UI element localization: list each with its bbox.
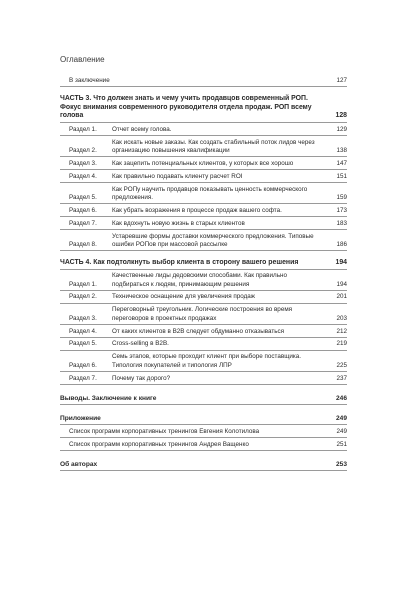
toc-entry-page-number: 186 — [336, 240, 347, 248]
toc-entry — [60, 172, 347, 183]
toc-entry — [60, 460, 347, 471]
toc-entry — [60, 94, 347, 123]
toc-entry-page-number: 129 — [336, 125, 347, 133]
toc-entry-title: Переговорный треугольник. Логические построения во время переговоров в проектных продажах — [112, 306, 293, 322]
toc-entry — [60, 352, 347, 372]
toc-entry-page-number: 194 — [335, 259, 347, 267]
toc-entry — [60, 159, 347, 170]
toc-entry-label: Раздел 5. — [69, 340, 97, 348]
toc-entry-label: Раздел 8. — [69, 240, 97, 248]
toc-entry — [60, 305, 347, 325]
toc-entry-label: Раздел 2. — [69, 293, 97, 301]
toc-entry-title: В заключение — [69, 77, 110, 84]
toc-entry — [60, 206, 347, 217]
running-head: Оглавление — [60, 55, 105, 64]
toc-entry-title: Как РОПу научить продавцов показывать ценность коммерческого предложения. — [112, 185, 308, 201]
toc-entry-label: Раздел 7. — [69, 374, 97, 382]
toc-entry-page-number: 237 — [336, 374, 347, 382]
toc-entry — [60, 339, 347, 350]
table-of-contents — [60, 76, 347, 473]
toc-entry-page-number: 249 — [335, 415, 347, 423]
toc-entry — [60, 414, 347, 425]
toc-entry-page-number: 159 — [336, 193, 347, 201]
toc-entry — [60, 427, 347, 438]
toc-entry — [60, 258, 347, 270]
toc-entry-label: Раздел 5. — [69, 193, 97, 201]
toc-entry-title: Качественные лиды дедовскими способами. Как правильно подбираться к людям, принимающим решения — [112, 272, 287, 288]
toc-entry-page-number: 203 — [336, 314, 347, 322]
toc-entry-page-number: 147 — [336, 159, 347, 167]
toc-entry-title: ЧАСТЬ 3. Что должен знать и чему учить продавцов современный РОП. Фокус внимания современного руководителя отдела продаж. РОП всему голова — [60, 95, 312, 120]
toc-entry-title: Семь этапов, которые проходит клиент при выборе поставщика. Типология покупателей и типология ЛПР — [112, 353, 302, 369]
toc-entry-title: Список программ корпоративных тренингов Андрея Ващенко — [69, 440, 249, 448]
toc-entry-label: Раздел 7. — [69, 219, 97, 227]
toc-entry-title: Почему так дорого? — [112, 374, 171, 382]
toc-entry-label: Раздел 4. — [69, 327, 97, 335]
toc-entry-title: Список программ корпоративных тренингов Евгения Колотилова — [69, 428, 260, 435]
toc-entry-page-number: 212 — [336, 327, 347, 335]
toc-entry-title: Отчет всему голова. — [112, 125, 172, 133]
toc-entry — [60, 271, 347, 291]
toc-entry-label: Раздел 1. — [69, 280, 97, 288]
toc-entry — [60, 232, 347, 252]
toc-entry-label: Раздел 2. — [69, 146, 97, 154]
toc-entry-label: Раздел 3. — [69, 314, 97, 322]
toc-entry-label: Раздел 1. — [69, 125, 97, 133]
toc-entry — [60, 138, 347, 158]
toc-entry-page-number: 194 — [336, 280, 347, 288]
toc-entry-page-number: 128 — [335, 112, 347, 120]
toc-entry-page-number: 225 — [336, 361, 347, 369]
toc-entry-title: Как вдохнуть новую жизнь в старых клиентов — [112, 219, 245, 227]
toc-entry-page-number: 249 — [336, 428, 347, 435]
toc-entry-page-number: 251 — [336, 440, 347, 448]
toc-entry-page-number: 138 — [336, 146, 347, 154]
toc-entry-label: Раздел 6. — [69, 361, 97, 369]
toc-entry — [60, 125, 347, 136]
toc-entry-page-number: 173 — [336, 206, 347, 214]
toc-entry-title: Как искать новые заказы. Как создать стабильный поток лидов через организацию повышения квалификации — [112, 138, 315, 154]
toc-entry-title: Как правильно подавать клиенту расчет ROI — [112, 172, 243, 180]
toc-entry-title: Cross-selling в B2B. — [112, 340, 169, 348]
toc-entry — [60, 76, 347, 87]
toc-entry-title: ЧАСТЬ 4. Как подтолкнуть выбор клиента в сторону вашего решения — [60, 259, 299, 267]
toc-entry — [60, 440, 347, 451]
toc-entry-page-number: 246 — [335, 394, 347, 402]
toc-entry-title: Выводы. Заключение к книге — [60, 394, 157, 402]
toc-entry-title: Как убрать возражения в процессе продаж вашего софта. — [112, 206, 282, 214]
toc-entry — [60, 185, 347, 205]
toc-entry — [60, 219, 347, 230]
toc-entry-page-number: 183 — [336, 219, 347, 227]
toc-entry-title: Устаревшие формы доставки коммерческого предложения. Типовые ошибки РОПов при массовой рассылке — [112, 232, 314, 248]
toc-entry-title: Об авторах — [60, 461, 98, 469]
toc-entry-title: Как зацепить потенциальных клиентов, у которых все хорошо — [112, 159, 294, 167]
toc-entry-label: Раздел 6. — [69, 206, 97, 214]
toc-entry — [60, 327, 347, 338]
toc-entry-title: От каких клиентов в B2B следует обдуманно отказываться — [112, 327, 285, 335]
toc-entry-page-number: 151 — [336, 172, 347, 180]
toc-entry-title: Приложение — [60, 415, 101, 423]
toc-entry — [60, 374, 347, 385]
toc-entry-label: Раздел 4. — [69, 172, 97, 180]
toc-entry — [60, 292, 347, 303]
toc-entry-title: Техническое оснащение для увеличения продаж — [112, 293, 256, 301]
toc-entry-page-number: 219 — [336, 340, 347, 348]
toc-entry-page-number: 253 — [335, 461, 347, 469]
toc-entry-page-number: 201 — [336, 293, 347, 301]
toc-entry-page-number: 127 — [336, 77, 347, 84]
toc-entry-label: Раздел 3. — [69, 159, 97, 167]
toc-entry — [60, 394, 347, 405]
